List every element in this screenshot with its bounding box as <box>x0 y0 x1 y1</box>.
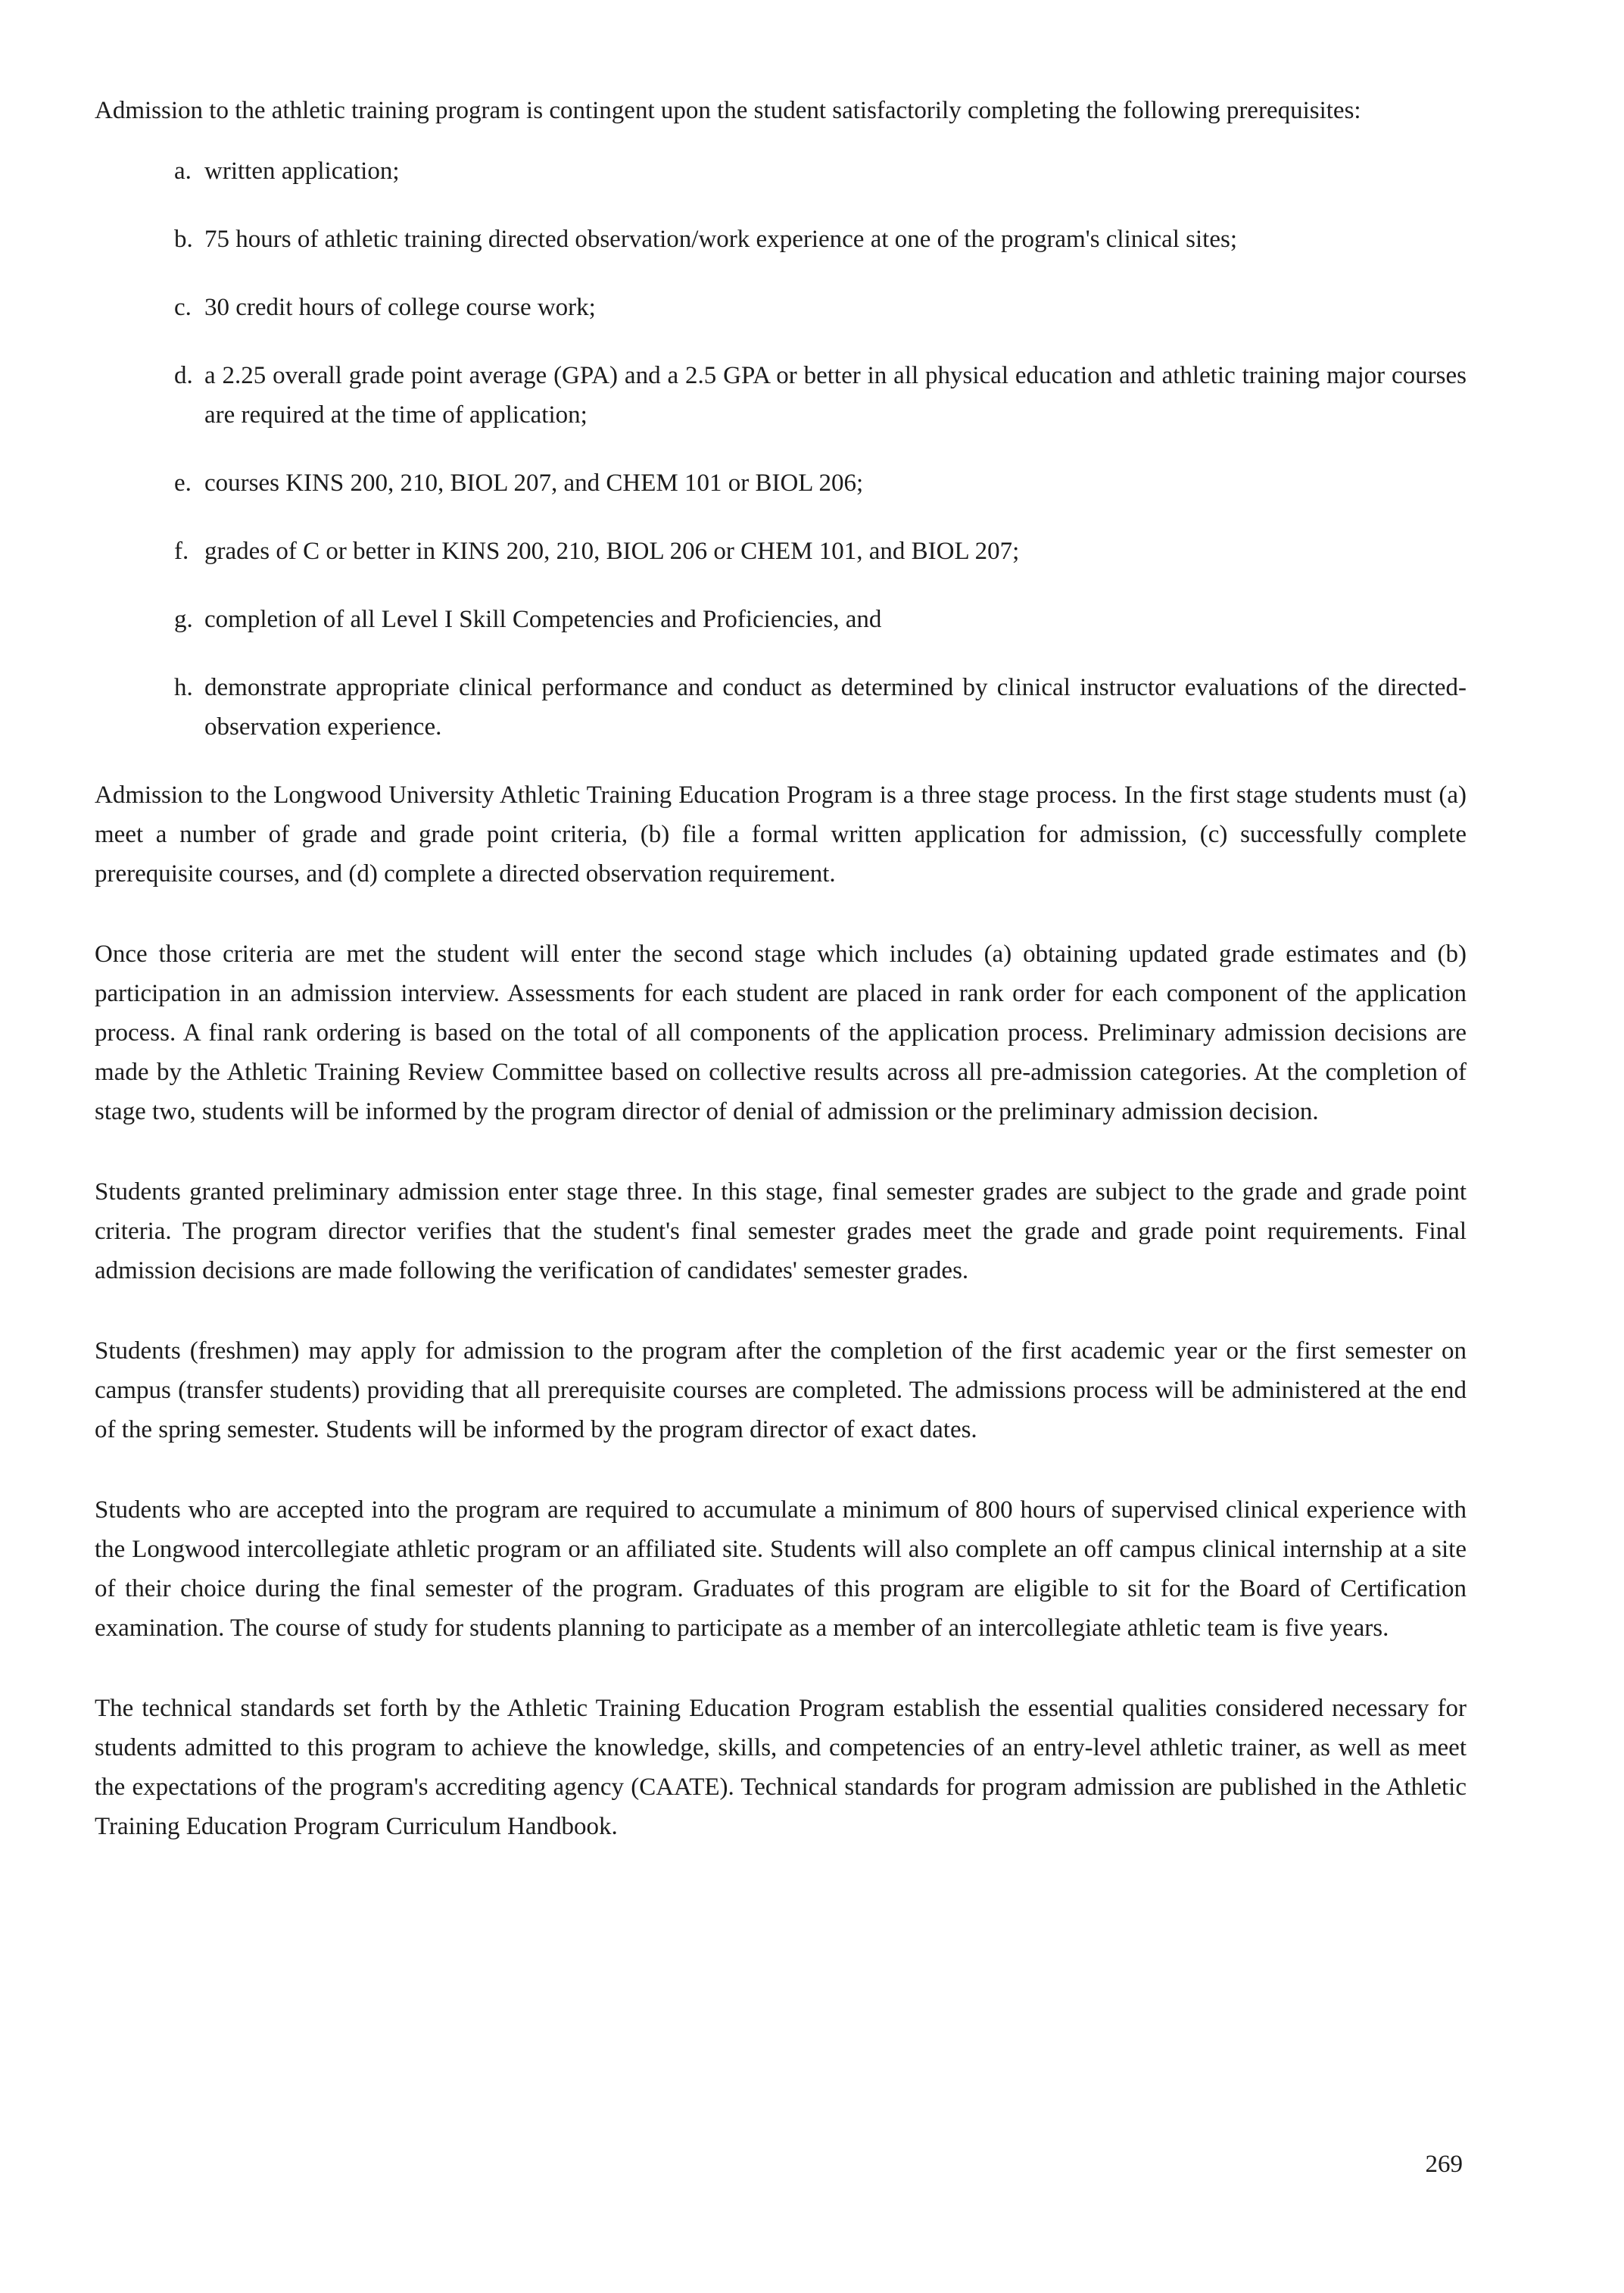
prerequisite-item <box>174 356 1467 435</box>
prerequisite-item <box>174 220 1467 259</box>
clinical-experience-paragraph: Students who are accepted into the program are required to accumulate a minimum of 800 hours of supervised clinical experience with the Longwood intercollegiate athletic program or an affiliated site. Students will also complete an off campus clinical internship at a site of their choice during the final semester of the program. Graduates of this program are eligible to sit for the Board of Certification examination. The course of study for students planning to participate as a member of an intercollegiate athletic team is five years. <box>95 1496 1467 1642</box>
technical-standards-paragraph: The technical standards set forth by the Athletic Training Education Program establish the essential qualities considered necessary for students admitted to this program to achieve the knowledge, skills, and competencies of an entry-level athletic trainer, as well as meet the expectations of the program's accrediting agency (CAATE). Technical standards for program admission are published in the Athletic Training Education Program Curriculum Handbook. <box>95 1695 1467 1840</box>
prerequisite-letter: c. <box>174 294 192 321</box>
prerequisite-letter: e. <box>174 470 192 497</box>
prerequisite-letter: g. <box>174 606 193 633</box>
prerequisite-list <box>95 151 1467 747</box>
prerequisite-text: completion of all Level I Skill Competencies and Proficiencies, and <box>204 606 882 633</box>
prerequisite-text: 75 hours of athletic training directed observation/work experience at one of the program's clinical sites; <box>204 226 1237 253</box>
prerequisite-letter: h. <box>174 674 193 701</box>
prerequisite-text: 30 credit hours of college course work; <box>204 294 596 321</box>
prerequisite-item <box>174 532 1467 571</box>
prerequisite-text: a 2.25 overall grade point average (GPA) and a 2.5 GPA or better in all physical education and athletic training major courses are required at the time of application; <box>204 362 1467 429</box>
prerequisite-letter: f. <box>174 538 189 565</box>
admission-stages-paragraph: Admission to the Longwood University Athletic Training Education Program is a three stage process. In the first stage students must (a) meet a number of grade and grade point criteria, (b) file a formal written application for admission, (c) successfully complete prerequisite courses, and (d) complete a directed observation requirement. <box>95 781 1467 888</box>
intro-paragraph: Admission to the athletic training program is contingent upon the student satisfactorily completing the following prerequisites: <box>95 97 1361 124</box>
prerequisite-letter: d. <box>174 362 193 389</box>
second-stage-paragraph: Once those criteria are met the student will enter the second stage which includes (a) obtaining updated grade estimates and (b) participation in an admission interview. Assessments for each student are placed in rank order for each component of the application process. A final rank ordering is based on the total of all components of the application process. Preliminary admission decisions are made by the Athletic Training Review Committee based on collective results across all pre-admission categories. At the completion of stage two, students will be informed by the program director of denial of admission or the preliminary admission decision. <box>95 941 1467 1125</box>
prerequisite-item <box>174 288 1467 327</box>
prerequisite-text: demonstrate appropriate clinical performance and conduct as determined by clinical instructor evaluations of the directed-observation experience. <box>204 674 1467 741</box>
prerequisite-letter: a. <box>174 158 192 185</box>
application-timing-paragraph: Students (freshmen) may apply for admission to the program after the completion of the first academic year or the first semester on campus (transfer students) providing that all prerequisite courses are completed. The admissions process will be administered at the end of the spring semester. Students will be informed by the program director of exact dates. <box>95 1337 1467 1443</box>
prerequisite-letter: b. <box>174 226 193 253</box>
prerequisite-item <box>174 600 1467 639</box>
prerequisite-item <box>174 463 1467 503</box>
prerequisite-item <box>174 151 1467 191</box>
prerequisite-text: courses KINS 200, 210, BIOL 207, and CHEM 101 or BIOL 206; <box>204 470 864 497</box>
page-body <box>95 91 1467 1887</box>
prerequisite-item <box>174 668 1467 747</box>
page-number: 269 <box>1425 2151 1463 2178</box>
third-stage-paragraph: Students granted preliminary admission enter stage three. In this stage, final semester grades are subject to the grade and grade point criteria. The program director verifies that the student's final semester grades meet the grade and grade point requirements. Final admission decisions are made following the verification of candidates' semester grades. <box>95 1178 1467 1284</box>
prerequisite-text: grades of C or better in KINS 200, 210, BIOL 206 or CHEM 101, and BIOL 207; <box>204 538 1020 565</box>
prerequisite-text: written application; <box>204 158 400 185</box>
